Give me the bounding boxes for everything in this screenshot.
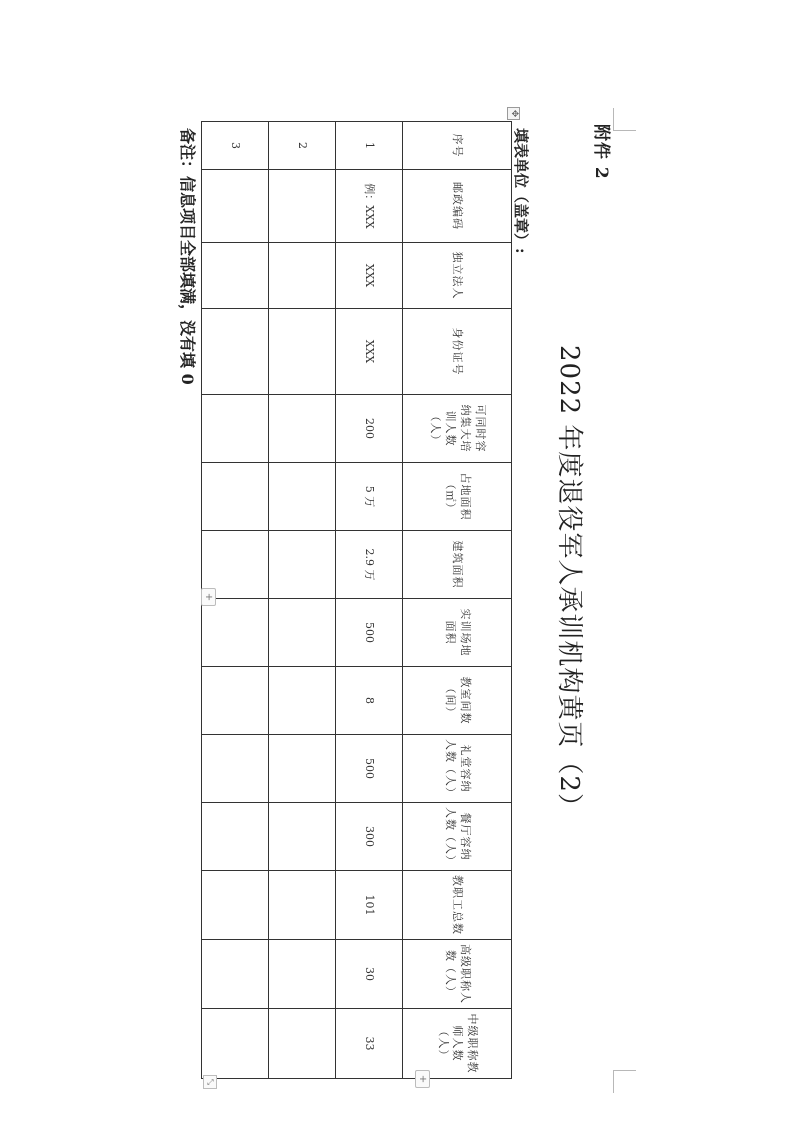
table-cell[interactable]: 101 — [336, 871, 403, 940]
table-cell[interactable] — [269, 667, 336, 735]
crop-mark-bottom — [613, 1070, 636, 1093]
table-cell[interactable] — [202, 243, 269, 309]
table-cell[interactable] — [269, 940, 336, 1009]
table-cell[interactable] — [202, 803, 269, 871]
fill-unit-label: 填表单位（盖章）: — [512, 128, 530, 254]
table-cell[interactable]: 5 万 — [336, 463, 403, 531]
table-cell[interactable] — [202, 170, 269, 243]
table-cell[interactable]: XXX — [336, 309, 403, 395]
table-cell[interactable] — [269, 309, 336, 395]
table-cell[interactable] — [202, 667, 269, 735]
table-cell[interactable]: 1 — [336, 122, 403, 170]
table-cell[interactable]: XXX — [336, 243, 403, 309]
table-cell[interactable]: 例：XXX — [336, 170, 403, 243]
table-cell[interactable] — [202, 463, 269, 531]
table-cell[interactable] — [269, 803, 336, 871]
header-cell: 教室间数（间） — [403, 667, 512, 735]
table-cell[interactable] — [269, 735, 336, 803]
table-cell[interactable] — [269, 170, 336, 243]
table-cell[interactable]: 200 — [336, 395, 403, 463]
table-cell[interactable]: 300 — [336, 803, 403, 871]
table-cell[interactable]: 3 — [202, 122, 269, 170]
header-cell: 可同时容纳集大培训人数（人） — [403, 395, 512, 463]
table-row — [269, 122, 336, 1079]
table-cell[interactable] — [269, 599, 336, 667]
attachment-label: 附件 2 — [591, 124, 611, 180]
table-row — [336, 122, 403, 1079]
header-cell: 独立法人 — [403, 243, 512, 309]
table-cell[interactable] — [269, 243, 336, 309]
table-cell[interactable] — [269, 395, 336, 463]
table-cell[interactable]: 8 — [336, 667, 403, 735]
table-cell[interactable] — [269, 463, 336, 531]
header-cell: 占地面积（㎡） — [403, 463, 512, 531]
table-cell[interactable] — [202, 309, 269, 395]
header-cell: 教职工总数 — [403, 871, 512, 940]
add-column-icon[interactable]: + — [201, 588, 216, 606]
table-cell[interactable] — [202, 940, 269, 1009]
add-row-icon[interactable]: + — [415, 1070, 430, 1088]
table-cell[interactable] — [269, 531, 336, 599]
data-table — [201, 121, 512, 1079]
table-cell[interactable] — [202, 395, 269, 463]
table-cell[interactable]: 500 — [336, 599, 403, 667]
header-cell: 餐厅容纳人数（人） — [403, 803, 512, 871]
table-cell[interactable] — [202, 599, 269, 667]
table-cell[interactable] — [202, 1009, 269, 1079]
page-title: 2022 年度退役军人承训机构黄页（2） — [554, 345, 584, 820]
table-cell[interactable] — [269, 871, 336, 940]
footnote: 备注：信息项目全部填满，没有填 0 — [178, 128, 197, 385]
header-cell: 建筑面积 — [403, 531, 512, 599]
table-cell[interactable] — [202, 871, 269, 940]
table-header-row — [403, 122, 512, 1079]
rotated-page — [160, 100, 620, 1086]
header-cell: 中级职称教师人数（人） — [403, 1009, 512, 1079]
table-cell[interactable]: 33 — [336, 1009, 403, 1079]
table-cell[interactable] — [269, 1009, 336, 1079]
table-resize-icon[interactable]: ⤡ — [203, 1075, 217, 1089]
table-cell[interactable] — [202, 735, 269, 803]
header-cell: 实训场地面积 — [403, 599, 512, 667]
table-cell[interactable]: 2 — [269, 122, 336, 170]
table-cell[interactable]: 30 — [336, 940, 403, 1009]
table-cell[interactable]: 500 — [336, 735, 403, 803]
header-cell: 礼堂容纳人数（人） — [403, 735, 512, 803]
header-cell: 序号 — [403, 122, 512, 170]
table-cell[interactable]: 2.9 万 — [336, 531, 403, 599]
header-cell: 高级职称人数（人） — [403, 940, 512, 1009]
header-cell: 身份证号 — [403, 309, 512, 395]
table-move-handle-icon[interactable]: ✥ — [507, 107, 520, 120]
header-cell: 邮政编码 — [403, 170, 512, 243]
